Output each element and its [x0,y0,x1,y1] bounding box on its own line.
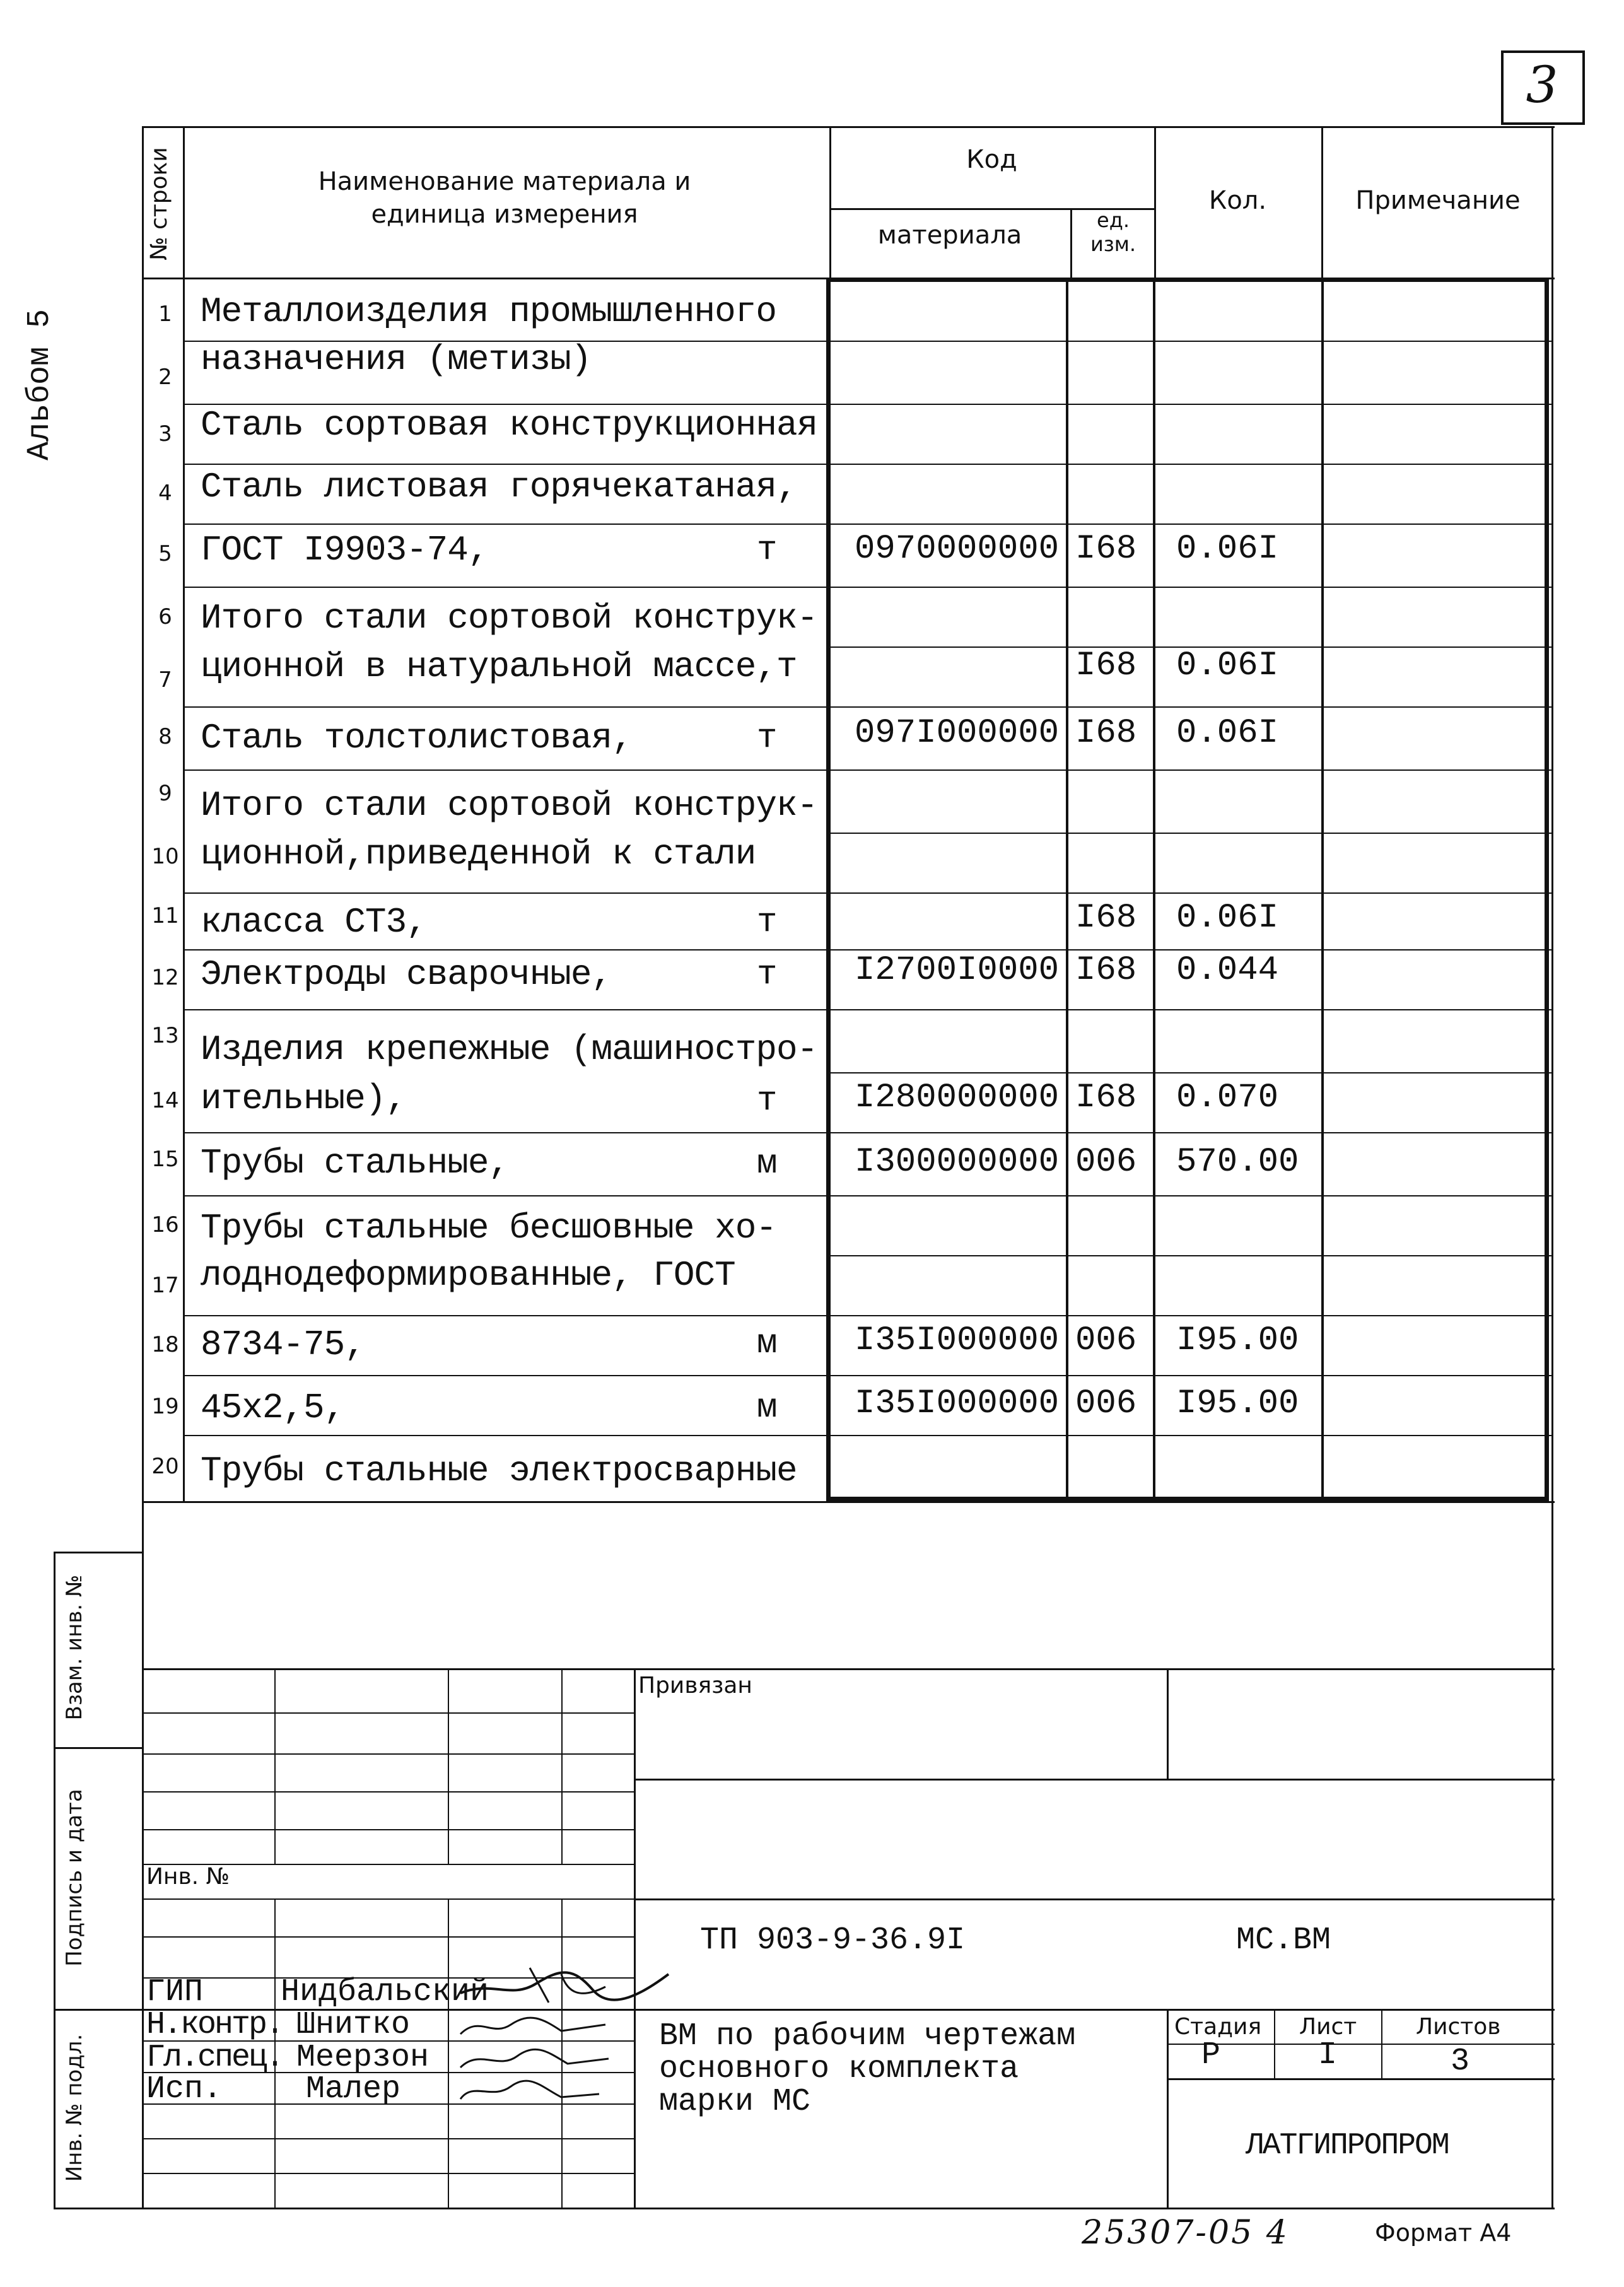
row-text: ительные), [201,1079,407,1119]
row-ed: I68 [1075,899,1137,937]
header-qty: Кол. [1208,186,1267,215]
row-unit: м [757,1389,778,1427]
row-qty: 0.070 [1176,1079,1279,1117]
row-ed: 006 [1075,1143,1137,1181]
row-number: 2 [158,365,172,390]
side-label-inv-podl: Инв. № подл. [62,2033,87,2182]
row-qty: 570.00 [1176,1143,1299,1181]
header-unit: ед. изм. [1090,208,1136,256]
row-ed: I68 [1075,951,1137,990]
row-number: 4 [158,481,172,506]
row-code: I2700I0000 [855,951,1060,990]
signature-nkontr [454,2012,618,2044]
row-ed: I68 [1075,714,1137,752]
row-number: 19 [151,1394,179,1419]
row-text: 45х2,5, [201,1388,345,1428]
signature-gip [454,1955,681,2012]
row-number: 10 [151,844,179,869]
row-qty: 0.06I [1176,646,1279,685]
data-frame [826,278,1549,1501]
header-row-no: № строки [146,147,172,260]
row-ed: I68 [1075,1079,1137,1117]
row-text: Сталь листовая горячекатаная, [201,467,797,507]
row-qty: I95.00 [1176,1321,1299,1360]
row-number: 9 [158,781,172,806]
name-isp: Малер [306,2071,401,2107]
role-gip: ГИП [146,1974,204,2010]
row-code: I35I000000 [855,1384,1060,1423]
row-number: 8 [158,724,172,749]
row-text: Трубы стальные электросварные [201,1451,797,1491]
row-text: назначения (метизы) [201,339,592,380]
name-glspec: Меерзон [296,2040,429,2076]
row-code: 0970000000 [855,530,1060,568]
row-unit: т [757,903,778,942]
signature-isp [454,2075,618,2107]
row-qty: 0.06I [1176,714,1279,752]
row-unit: т [757,531,778,570]
row-number: 14 [151,1088,179,1113]
row-number: 12 [151,965,179,990]
description-line-3: марки МС [659,2084,811,2120]
doc-mark: МС.ВМ [1236,1922,1331,1958]
row-number: 16 [151,1212,179,1237]
row-code: I300000000 [855,1143,1060,1181]
row-unit: м [757,1325,778,1363]
role-isp: Исп. [146,2071,223,2107]
row-text: ционной,приведенной к стали [201,834,756,874]
row-qty: I95.00 [1176,1384,1299,1423]
header-name: Наименование материала и единица измерения [318,167,691,229]
row-text: Металлоизделия промышленного [201,291,776,332]
row-text: Трубы стальные, [201,1143,510,1183]
row-number: 1 [158,301,172,327]
row-number: 15 [151,1147,179,1172]
row-text: Электроды сварочные, [201,954,612,995]
row-unit: т [757,719,778,757]
inv-no-label: Инв. № [146,1864,230,1890]
privyazan-label: Привязан [638,1673,752,1699]
row-text: Сталь толстолистовая, [201,718,633,758]
stadia-value: Р [1201,2037,1221,2073]
album-label: Альбом 5 [22,308,58,461]
stadia-label: Стадия [1174,2014,1262,2040]
doc-code: ТП 903-9-36.9I [700,1922,966,1958]
row-number: 11 [151,903,179,928]
row-text: Трубы стальные бесшовные хо- [201,1208,776,1248]
list-label: Лист [1299,2014,1357,2040]
role-nkontr: Н.контр. [146,2007,283,2043]
row-text: ГОСТ I9903-74, [201,530,489,570]
row-text: Изделия крепежные (машиностро- [201,1029,818,1070]
handwritten-number: 25307-05 4 [1082,2214,1289,2252]
side-label-vzam: Взам. инв. № [62,1574,87,1721]
row-ed: I68 [1075,530,1137,568]
description-line-2: основного комплекта [659,2051,1019,2087]
name-gip: Нидбальский [281,1974,489,2010]
row-code: I280000000 [855,1079,1060,1117]
row-ed: I68 [1075,646,1137,685]
header-material: материала [877,221,1022,250]
role-glspec: Гл.спец. [146,2040,283,2076]
page-number: 3 [1526,56,1558,114]
listov-value: 3 [1451,2044,1470,2079]
row-number: 7 [158,667,172,693]
row-qty: 0.06I [1176,899,1279,937]
row-number: 6 [158,604,172,629]
row-text: 8734-75, [201,1325,365,1365]
row-text: Итого стали сортовой конструк- [201,598,818,638]
row-unit: т [757,1082,778,1120]
row-number: 13 [151,1023,179,1048]
row-unit: т [757,956,778,994]
description-line-1: ВМ по рабочим чертежам [659,2018,1076,2054]
row-qty: 0.06I [1176,530,1279,568]
row-number: 20 [151,1454,179,1479]
row-number: 5 [158,541,172,566]
row-ed: 006 [1075,1321,1137,1360]
row-qty: 0.044 [1176,951,1279,990]
row-ed: 006 [1075,1384,1137,1423]
name-nkontr: Шнитко [296,2007,411,2043]
row-text: Итого стали сортовой конструк- [201,785,818,826]
header-note: Примечание [1355,186,1521,215]
row-code: 097I000000 [855,714,1060,752]
header-code: Код [966,145,1017,174]
row-text: ционной в натуральной массе,т [201,646,797,687]
row-text: Сталь сортовая конструкционная [201,405,818,445]
signature-glspec [454,2044,618,2075]
row-number: 18 [151,1332,179,1357]
row-number: 17 [151,1273,179,1298]
format-label: Формат А4 [1375,2219,1512,2247]
row-text: лоднодеформированные, ГОСТ [201,1255,735,1296]
org-name: ЛАТГИПРОПРОМ [1246,2129,1449,2163]
listov-label: Листов [1416,2014,1501,2040]
row-code: I35I000000 [855,1321,1060,1360]
row-text: класса СТ3, [201,902,427,942]
row-unit: м [757,1145,778,1183]
row-number: 3 [158,421,172,447]
side-label-podpis: Подпись и дата [62,1789,87,1967]
list-value: I [1318,2037,1338,2073]
